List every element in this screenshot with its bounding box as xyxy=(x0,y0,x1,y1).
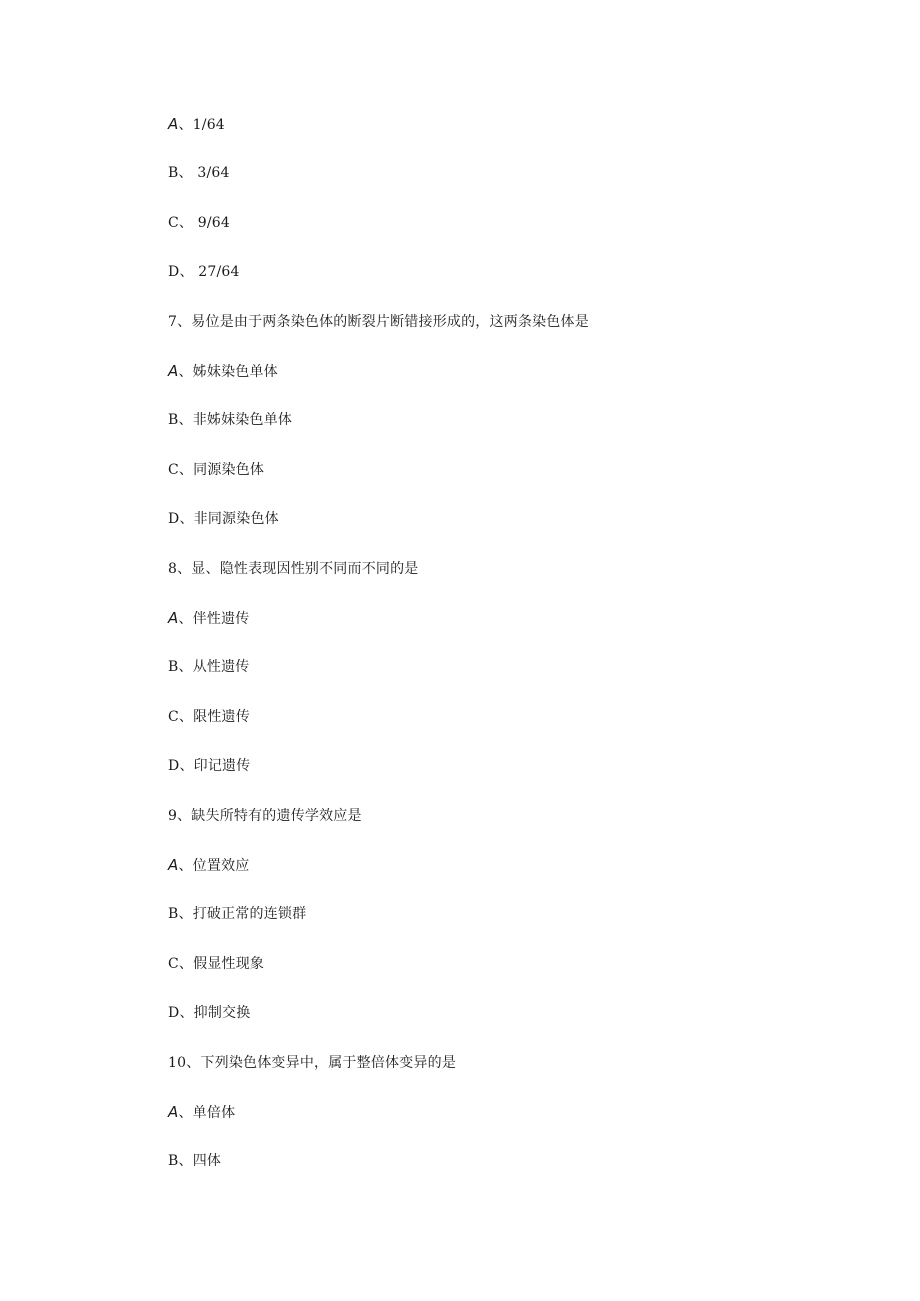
option-text: 27/64 xyxy=(198,264,240,280)
option-text: 1/64 xyxy=(192,117,225,133)
option-text: 从性遗传 xyxy=(192,659,250,675)
option-text: 限性遗传 xyxy=(193,709,250,725)
option-text: 抑制交换 xyxy=(193,1005,251,1021)
option-separator: 、 xyxy=(179,264,199,280)
answer-option-b xyxy=(168,165,230,181)
option-text: 四体 xyxy=(192,1153,222,1169)
option-separator: 、 xyxy=(178,709,194,725)
option-letter: B xyxy=(168,906,179,922)
answer-option-d xyxy=(168,511,279,527)
option-letter: B xyxy=(168,659,179,675)
option-separator: 、 xyxy=(178,165,198,181)
answer-option-c xyxy=(168,709,250,725)
answer-option-a xyxy=(168,116,225,133)
option-letter: A xyxy=(168,362,179,380)
option-text: 非姊妹染色单体 xyxy=(192,412,293,428)
question-text: 7、易位是由于两条染色体的断裂片断错接形成的，这两条染色体是 xyxy=(168,314,589,330)
option-letter: A xyxy=(168,115,179,133)
answer-option-a xyxy=(168,363,278,380)
option-separator: 、 xyxy=(179,511,194,527)
option-letter: B xyxy=(168,1153,179,1169)
answer-option-a xyxy=(168,610,249,627)
answer-option-b xyxy=(168,1153,221,1169)
option-separator: 、 xyxy=(178,1105,193,1121)
question-text: 10、下列染色体变异中，属于整倍体变异的是 xyxy=(168,1055,457,1071)
option-letter: D xyxy=(168,264,180,280)
answer-option-c xyxy=(168,462,264,478)
option-letter: A xyxy=(168,609,179,627)
option-separator: 、 xyxy=(178,611,193,627)
answer-option-b xyxy=(168,412,292,428)
option-separator: 、 xyxy=(179,1005,194,1021)
option-text: 单倍体 xyxy=(192,1105,236,1121)
answer-option-b xyxy=(168,659,250,675)
option-text: 非同源染色体 xyxy=(193,511,279,527)
option-letter: D xyxy=(168,1005,180,1021)
answer-option-a xyxy=(168,857,249,874)
question-text: 8、显、隐性表现因性别不同而不同的是 xyxy=(168,561,419,577)
answer-option-d xyxy=(168,758,250,774)
option-separator: 、 xyxy=(178,412,193,428)
answer-option-b xyxy=(168,906,306,922)
option-text: 9/64 xyxy=(197,215,231,231)
answer-option-a xyxy=(168,1104,235,1121)
option-text: 打破正常的连锁群 xyxy=(192,906,307,922)
option-letter: D xyxy=(168,511,180,527)
option-separator: 、 xyxy=(178,364,193,380)
option-letter: C xyxy=(168,462,179,478)
answer-option-c xyxy=(168,215,230,231)
option-letter: A xyxy=(168,856,179,874)
option-text: 印记遗传 xyxy=(193,758,251,774)
option-separator: 、 xyxy=(178,117,193,133)
option-text: 假显性现象 xyxy=(193,956,265,972)
option-text: 位置效应 xyxy=(192,858,250,874)
option-text: 姊妹染色单体 xyxy=(192,364,278,380)
option-letter: B xyxy=(168,165,179,181)
answer-option-c xyxy=(168,956,264,972)
option-letter: D xyxy=(168,758,180,774)
option-letter: A xyxy=(168,1103,179,1121)
option-text: 伴性遗传 xyxy=(192,611,250,627)
option-separator: 、 xyxy=(178,956,194,972)
option-letter: B xyxy=(168,412,179,428)
option-separator: 、 xyxy=(178,906,193,922)
question-text: 9、缺失所特有的遗传学效应是 xyxy=(168,808,362,824)
option-letter: C xyxy=(168,215,179,231)
option-text: 3/64 xyxy=(197,165,230,181)
option-separator: 、 xyxy=(178,659,193,675)
option-letter: C xyxy=(168,956,179,972)
option-separator: 、 xyxy=(178,462,194,478)
option-letter: C xyxy=(168,709,179,725)
answer-option-d xyxy=(168,264,240,280)
answer-option-d xyxy=(168,1005,250,1021)
option-separator: 、 xyxy=(178,858,193,874)
option-separator: 、 xyxy=(179,758,194,774)
option-separator: 、 xyxy=(178,215,198,231)
option-separator: 、 xyxy=(178,1153,193,1169)
option-text: 同源染色体 xyxy=(193,462,265,478)
